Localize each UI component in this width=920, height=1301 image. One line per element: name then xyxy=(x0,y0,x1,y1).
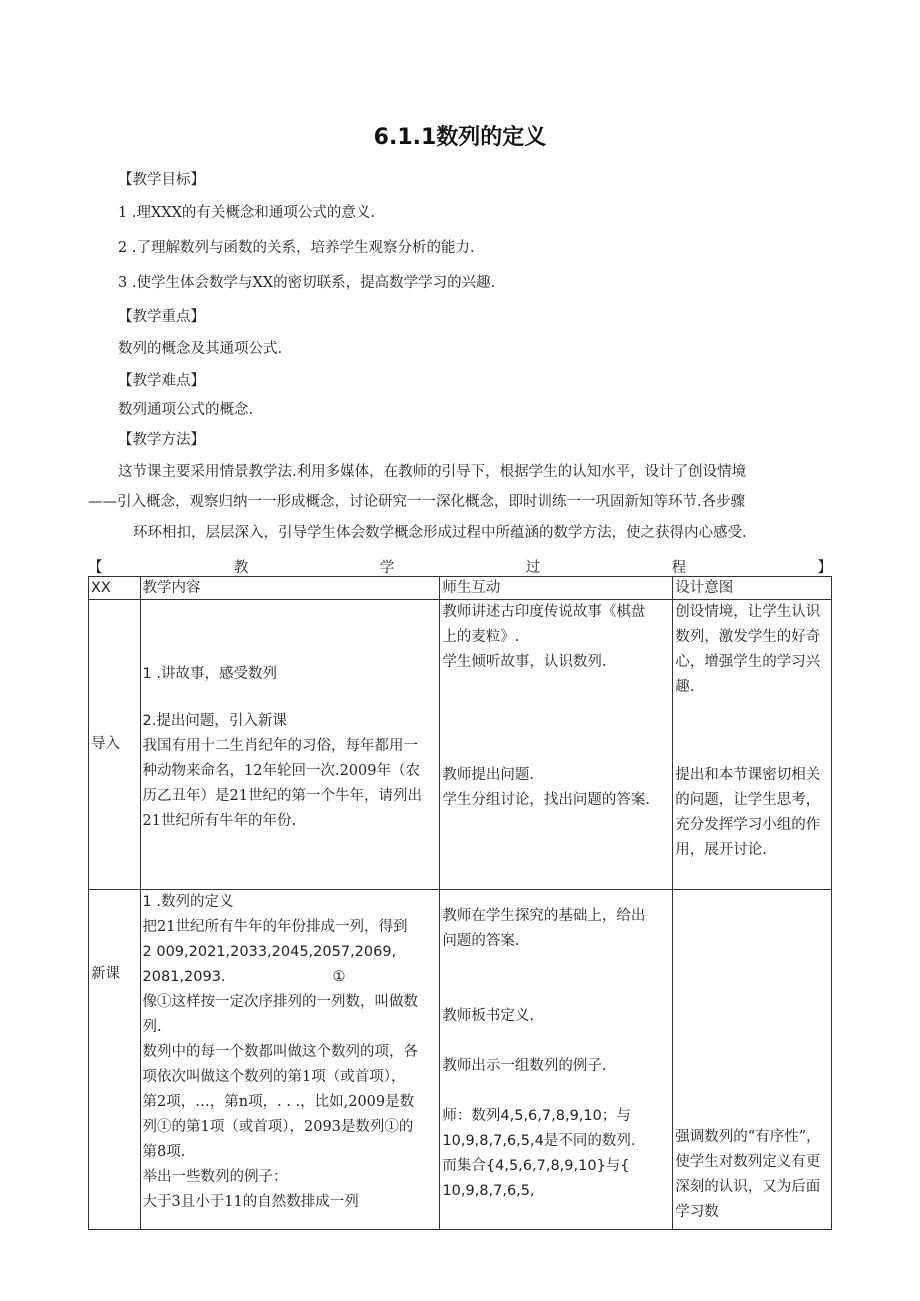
list-item: 趣. xyxy=(675,679,695,695)
key-points-heading: 【教学重点】 xyxy=(118,309,205,325)
goal-item-3: 3 .使学生体会数学与XX的密切联系，提高数学学习的兴趣. xyxy=(118,275,496,291)
list-item: 数列中的每一个数都叫做这个数列的项，各 xyxy=(142,1044,419,1060)
process-bracket-open: 【 xyxy=(88,560,103,576)
list-item: 举出一些数列的例子： xyxy=(142,1169,288,1185)
list-item: 创设情境，让学生认识 xyxy=(675,604,821,620)
list-item: 学生倾听故事，认识数列. xyxy=(442,654,607,670)
list-item: 提出和本节课密切相关 xyxy=(675,767,821,783)
intro-content xyxy=(140,600,440,890)
intro-intent xyxy=(673,600,832,890)
goal-item-2: 2 .了理解数列与函数的关系，培养学生观察分析的能力. xyxy=(118,240,475,256)
new-lesson-intent xyxy=(673,890,832,1230)
list-item: 上的麦粒》. xyxy=(442,629,520,645)
list-item: 教师出示一组数列的例子. xyxy=(442,1058,607,1074)
list-item: 21世纪所有牛年的年份. xyxy=(142,813,297,829)
stage-new-lesson xyxy=(89,890,141,1230)
key-points-text: 数列的概念及其通项公式. xyxy=(118,341,283,357)
list-item: 项依次叫做这个数列的第1项（或首项）， xyxy=(142,1069,406,1085)
circled-number-one: ① xyxy=(332,969,346,985)
list-item: 深刻的认识，又为后面 xyxy=(675,1179,821,1195)
list-item: 1 .数列的定义 xyxy=(142,894,234,910)
process-heading xyxy=(88,556,832,576)
list-item: 2 009,2021,2033,2045,2057,2069, xyxy=(142,944,397,960)
list-item: 第8项. xyxy=(142,1144,186,1160)
list-item: 列. xyxy=(142,1019,162,1035)
list-item: 2081,2093. xyxy=(142,969,226,985)
list-item: 问题的答案. xyxy=(442,933,520,949)
methods-heading: 【教学方法】 xyxy=(118,432,205,448)
goals-heading: 【教学目标】 xyxy=(118,172,205,188)
header-intent: 设计意图 xyxy=(673,577,832,600)
list-item: 学生分组讨论，找出问题的答案. xyxy=(442,792,650,808)
list-item: 的问题，让学生思考， xyxy=(675,792,821,808)
list-item: 而集合{4,5,6,7,8,9,10}与{ xyxy=(442,1158,630,1174)
stage-intro: 导入 xyxy=(89,600,141,890)
teaching-process-table xyxy=(88,576,832,1230)
table-row-new-lesson xyxy=(89,890,832,1230)
list-item: 心，增强学生的学习兴 xyxy=(675,654,821,670)
list-item: 强调数列的“有序性”， xyxy=(675,1129,821,1145)
stage-label: 新课 xyxy=(91,966,120,982)
list-item: 把21世纪所有牛年的年份排成一列，得到 xyxy=(142,919,408,935)
process-char-2: 学 xyxy=(379,560,395,576)
list-item: 2.提出问题，引入新课 xyxy=(142,713,287,729)
difficulties-text: 数列通项公式的概念. xyxy=(118,402,254,418)
header-content: 教学内容 xyxy=(140,577,440,600)
list-item: 教师讲述古印度传说故事《棋盘 xyxy=(442,604,646,620)
methods-text-line-1: 这节课主要采用情景教学法.利用多媒体，在教师的引导下，根据学生的认知水平，设计了创设情境 xyxy=(118,464,747,480)
table-row-intro xyxy=(89,600,832,890)
list-item: 10,9,8,7,6,5,4是不同的数列. xyxy=(442,1133,636,1149)
process-bracket-close: 】 xyxy=(817,560,832,576)
list-item: 1 .讲故事，感受数列 xyxy=(142,666,277,682)
methods-text-line-3: 环环相扣，层层深入，引导学生体会数学概念形成过程中所蕴涵的数学方法，使之获得内心感受. xyxy=(133,525,747,541)
list-item: 10,9,8,7,6,5, xyxy=(442,1183,535,1199)
list-item: 使学生对数列定义有更 xyxy=(675,1154,821,1170)
process-char-3: 过 xyxy=(525,560,541,576)
process-char-4: 程 xyxy=(671,560,687,576)
list-item: 我国有用十二生肖纪年的习俗，每年都用一 xyxy=(142,738,419,754)
list-item: 教师提出问题. xyxy=(442,767,534,783)
list-item: 用，展开讨论. xyxy=(675,842,767,858)
table-header-row xyxy=(89,577,832,600)
list-item: 列①的第1项（或首项），2093是数列①的 xyxy=(142,1119,414,1135)
list-item: 充分发挥学习小组的作 xyxy=(675,817,821,833)
methods-text-line-2: ——引入概念，观察归纳一一形成概念，讨论研究一一深化概念，即时训练一一巩固新知等环节.各步骤 xyxy=(88,494,746,510)
goal-item-1: 1 .理XXX的有关概念和通项公式的意义. xyxy=(118,205,376,221)
list-item: 第2项，…，第n项，. . .，比如,2009是数 xyxy=(142,1094,415,1110)
difficulties-heading: 【教学难点】 xyxy=(118,373,205,389)
new-lesson-content xyxy=(140,890,440,1230)
intro-interaction xyxy=(440,600,673,890)
list-item: 学习数 xyxy=(675,1204,719,1220)
list-item: 师：数列4,5,6,7,8,9,10；与 xyxy=(442,1108,631,1124)
list-item: 教师板书定义. xyxy=(442,1008,534,1024)
page-title: 6.1.1数列的定义 xyxy=(373,125,547,150)
list-item: 大于3且小于11的自然数排成一列 xyxy=(142,1194,359,1210)
list-item: 种动物来命名，12年轮回一次.2009年（农 xyxy=(142,763,420,779)
list-item: 像①这样按一定次序排列的一列数，叫做数 xyxy=(142,994,419,1010)
list-item: 教师在学生探究的基础上，给出 xyxy=(442,908,646,924)
list-item: 历乙丑年）是21世纪的第一个牛年，请列出 xyxy=(142,788,422,804)
header-interaction: 师生互动 xyxy=(440,577,673,600)
header-stage: XX xyxy=(89,577,141,600)
new-lesson-interaction xyxy=(440,890,673,1230)
process-char-1: 教 xyxy=(233,560,249,576)
list-item: 数列，激发学生的好奇 xyxy=(675,629,821,645)
